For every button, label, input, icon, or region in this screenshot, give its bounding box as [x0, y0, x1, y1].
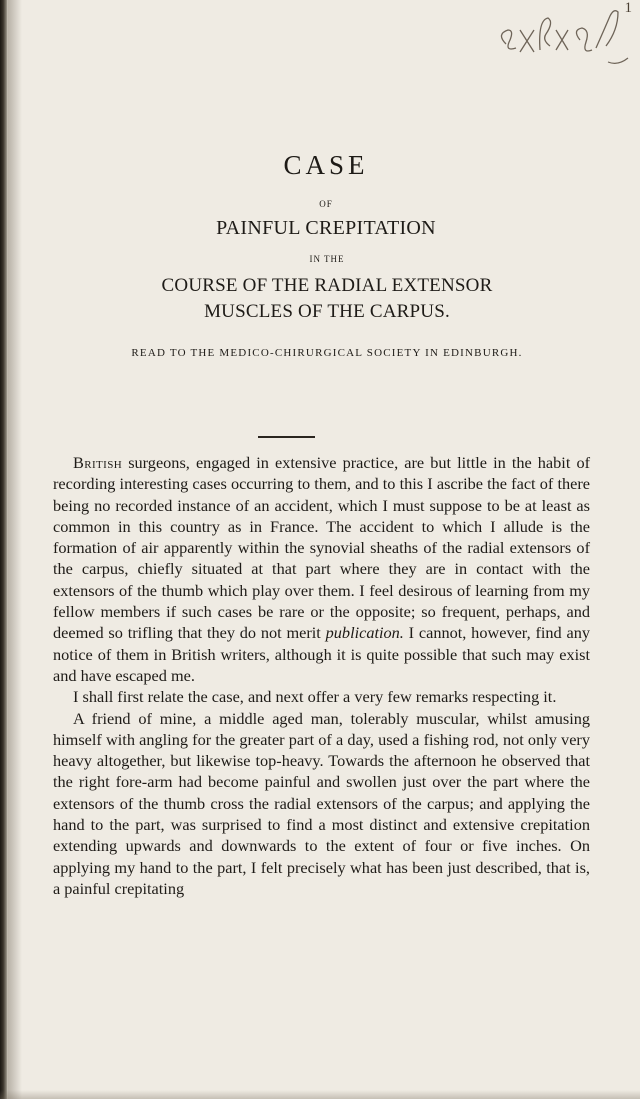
- handwritten-signature: [468, 0, 640, 80]
- read-to-society-line: READ TO THE MEDICO-CHIRURGICAL SOCIETY IN EDINBURGH.: [131, 347, 523, 359]
- title-case: CASE: [283, 150, 369, 180]
- page-bottom-edge: [0, 1090, 640, 1099]
- paragraph-1-italic: publication.: [325, 623, 404, 643]
- title-line-painful-crepitation: PAINFUL CREPITATION: [216, 217, 436, 239]
- title-block: [0, 150, 640, 359]
- title-line-radial-extensor: COURSE OF THE RADIAL EXTENSOR: [161, 275, 493, 296]
- title-of: OF: [319, 199, 333, 209]
- paragraph-2: I shall first relate the case, and next offer a very few remarks respecting it.: [73, 687, 557, 707]
- body-text: [53, 452, 590, 899]
- paragraph-1-end: I cannot, however, find any notice of them in British writers, although it is quite possible that such may exist and have escaped me.: [53, 623, 590, 685]
- paragraph-1-text: surgeons, engaged in extensive practice, are but little in the habit of recording interesting cases occurring to them, and to this I ascribe the fact of there being no recorded instance of an accident, which I must suppose to be at least as common in this country as in France. The accident to which I allude is the formation of air apparently within the synovial sheaths of the radial extensors of the carpus, chiefly situated at that part where they are in contact with the extensors of the thumb which play over them. I feel desirous of learning from my fellow members if such cases be rare or the opposite; so frequent, perhaps, and deemed so trifling that they do not merit: [53, 453, 590, 643]
- paragraph-3: A friend of mine, a middle aged man, tolerably muscular, whilst amusing himself with angling for the greater part of a day, used a fishing rod, not only very heavy altogether, but likewise top-heavy. Towards the afternoon he observed that the right fore-arm had become painful and swollen just over the part where the extensors of the thumb cross the radial extensors of the carpus; and applying the hand to the part, was surprised to find a most distinct and extensive crepitation extending upwards and downwards to the extent of four or five inches. On applying my hand to the part, I felt precisely what has been just described, that is, a painful crepitating: [53, 708, 590, 898]
- title-in-the: IN THE: [309, 254, 345, 264]
- section-rule: [258, 436, 315, 438]
- paragraph-1: [53, 452, 590, 686]
- page-number: 1: [624, 0, 632, 16]
- paragraph-lead-word: British: [73, 453, 123, 472]
- title-line-muscles-carpus: MUSCLES OF THE CARPUS.: [204, 301, 450, 322]
